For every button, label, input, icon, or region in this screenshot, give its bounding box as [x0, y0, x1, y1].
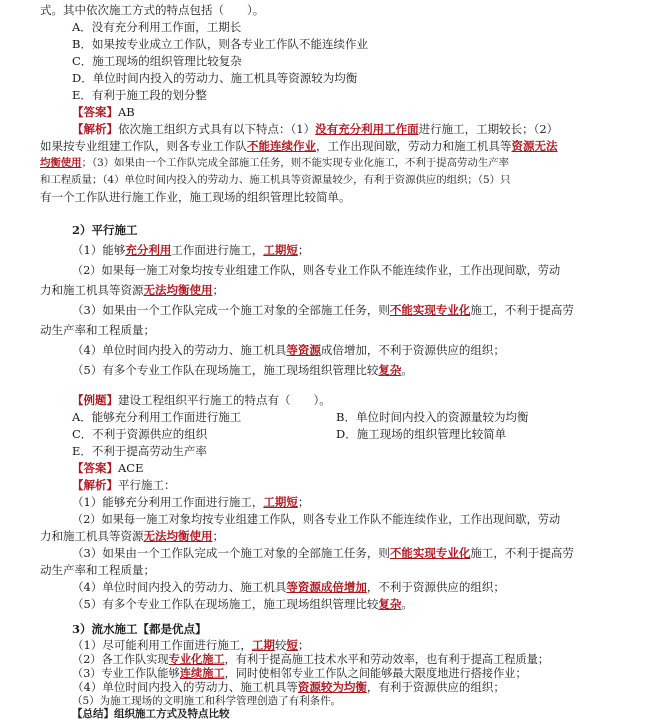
text: ；: [212, 529, 224, 543]
analysis-tag: 【解析】: [72, 122, 118, 136]
example-option-a: A．能够充分利用工作面进行施工: [72, 410, 242, 424]
heading-note: 【都是优点】: [137, 622, 207, 636]
parallel-point-2-cont: [40, 282, 224, 299]
highlight: 专业化施工: [168, 652, 225, 666]
parallel-point-4: [72, 342, 505, 359]
answer-line: [72, 104, 135, 121]
text: （1）能够: [72, 243, 126, 257]
option-e: E．有利于施工段的划分整: [72, 88, 207, 102]
highlight: 等资源成倍增加: [286, 580, 367, 594]
example-analysis-2-cont: [40, 528, 224, 545]
text: （4）单位时间内投入的劳动力、施工机具: [72, 343, 287, 357]
parallel-point-5: [72, 362, 413, 379]
answer-tag: 【答案】: [72, 461, 118, 475]
analysis-text: 进行施工，工期较长；（2）: [418, 122, 559, 136]
parallel-point-1: [72, 242, 309, 259]
example-analysis-3: [72, 545, 574, 562]
example-analysis-5: [72, 596, 413, 613]
question-tail: 式。其中依次施工方式的特点包括（ ）。: [40, 3, 265, 17]
example-analysis-head: [72, 477, 176, 494]
text: 成倍增加，不利于资源供应的组织；: [320, 343, 505, 357]
highlight: 复杂: [378, 363, 402, 377]
section-heading-parallel: 2）平行施工: [72, 223, 138, 237]
example-option-c: C．不利于资源供应的组织: [72, 427, 208, 441]
flow-point-5: （5）为施工现场的文明施工和科学管理创造了有利条件。: [72, 695, 342, 707]
highlight: 不能连续作业: [247, 139, 316, 153]
example-option-b: B．单位时间内投入的资源量较为均衡: [336, 410, 529, 424]
text: ；: [212, 283, 224, 297]
text: 工作面进行施工，: [171, 243, 264, 257]
example-analysis-3-cont: 动生产率和工程质量；: [40, 563, 155, 577]
parallel-point-3: [72, 302, 574, 319]
text: 平行施工：: [118, 478, 176, 492]
example-option-e: E．不利于提高劳动生产率: [72, 444, 207, 458]
text: （5）有多个专业工作队在现场施工，施工现场组织管理比较: [72, 597, 379, 611]
highlight: 充分利用: [125, 243, 172, 257]
parallel-point-3-cont: 动生产率和工程质量；: [40, 323, 155, 337]
highlight: 资源无法: [511, 139, 558, 153]
text: 。: [401, 597, 413, 611]
text: （5）有多个专业工作队在现场施工，施工现场组织管理比较: [72, 363, 379, 377]
flow-point-3: [72, 666, 527, 681]
answer-value: AB: [118, 105, 135, 119]
text: 施工，不利于提高劳: [470, 546, 574, 560]
text: 较: [274, 638, 287, 652]
highlight: 短: [286, 638, 298, 652]
analysis-text: ；（3）如果由一个工作队完成全部施工任务，则不能实现专业化施工，不利于提高劳动生产率: [81, 157, 509, 169]
highlight: 连续施工: [179, 666, 225, 680]
text: （3）如果由一个工作队完成一个施工对象的全部施工任务，则: [72, 303, 390, 317]
analysis-line-1: [72, 121, 558, 138]
highlight: 无法均衡使用: [143, 529, 213, 543]
text: ；: [297, 495, 310, 509]
text: 力和施工机具等资源: [40, 529, 144, 543]
text: 力和施工机具等资源: [40, 283, 144, 297]
text: （4）单位时间内投入的劳动力、施工机具: [72, 580, 287, 594]
text: （3）专业工作队能够: [72, 667, 180, 680]
highlight: 不能实现专业化: [389, 546, 471, 560]
example-question: 建设工程组织平行施工的特点有（ ）。: [118, 393, 331, 407]
highlight: 无法均衡使用: [143, 283, 213, 297]
example-analysis-4: [72, 579, 505, 596]
option-b: B．如果按专业成立工作队，则各专业工作队不能连续作业: [72, 37, 368, 51]
parallel-point-2: （2）如果每一施工对象均按专业组建工作队，则各专业工作队不能连续作业，工作出现间歇，劳动: [72, 264, 561, 277]
example-analysis-2: （2）如果每一施工对象均按专业组建工作队，则各专业工作队不能连续作业，工作出现间歇，劳动: [72, 513, 561, 526]
answer-value: ACE: [118, 461, 144, 475]
text: （1）尽可能利用工作面进行施工，: [72, 638, 252, 652]
text: ；: [297, 243, 310, 257]
analysis-line-4: 和工程质量；（4）单位时间内投入的劳动力、施工机具等资源量较少，有利于资源供应的组织；（5）只: [40, 174, 511, 186]
highlight: 复杂: [378, 597, 402, 611]
flow-point-2: [72, 652, 549, 667]
text: ，有利于资源供应的组织；: [366, 680, 505, 694]
text: 。: [401, 363, 413, 377]
example-analysis-1: [72, 494, 309, 511]
analysis-text: 如果按专业组建工作队，则各专业工作队: [40, 139, 247, 153]
highlight: 资源较为均衡: [297, 680, 367, 694]
text: （4）单位时间内投入的劳动力、施工机具等: [72, 680, 298, 694]
option-a: A．没有充分利用工作面，工期长: [72, 20, 242, 34]
analysis-line-3: [40, 155, 509, 172]
analysis-text: ，工作出现间歇，劳动力和施工机具等: [316, 139, 512, 153]
analysis-line-5: 有一个工作队进行施工作业，施工现场的组织管理比较简单。: [40, 190, 351, 204]
example-line: [72, 392, 331, 409]
analysis-text: 依次施工组织方式具有以下特点：（1）: [118, 122, 316, 136]
highlight: 工期短: [263, 243, 298, 257]
flow-point-4: [72, 680, 505, 694]
answer-tag: 【答案】: [72, 105, 118, 119]
highlight: 均衡使用: [40, 157, 82, 169]
text: ，同时使相邻专业工作队之间能够最大限度地进行搭接作业；: [224, 667, 527, 680]
text: （1）能够充分利用工作面进行施工，: [72, 495, 264, 509]
example-answer-line: [72, 460, 144, 477]
heading-text: 3）流水施工: [72, 622, 138, 636]
summary-heading: 【总结】组织施工方式及特点比较: [72, 708, 230, 720]
option-d: D．单位时间内投入的劳动力、施工机具等资源较为均衡: [72, 71, 358, 85]
highlight: 等资源: [286, 343, 321, 357]
analysis-tag: 【解析】: [72, 478, 118, 492]
highlight: 工期短: [263, 495, 298, 509]
text: ，有利于提高施工技术水平和劳动效率，也有利于提高工程质量；: [224, 653, 550, 666]
text: （2）各工作队实现: [72, 653, 169, 666]
text: ；: [297, 638, 310, 652]
text: 施工，不利于提高劳: [470, 303, 574, 317]
highlight: 不能实现专业化: [389, 303, 471, 317]
option-c: C．施工现场的组织管理比较复杂: [72, 54, 242, 68]
analysis-line-2: [40, 138, 558, 155]
example-option-d: D．施工现场的组织管理比较简单: [336, 427, 507, 441]
highlight: 工期: [251, 638, 275, 652]
section-heading-flow: [72, 622, 207, 636]
text: （3）如果由一个工作队完成一个施工对象的全部施工任务，则: [72, 546, 390, 560]
flow-point-1: [72, 638, 309, 652]
example-tag: 【例题】: [72, 393, 118, 407]
highlight: 没有充分利用工作面: [315, 122, 419, 136]
text: ，不利于资源供应的组织；: [366, 580, 505, 594]
